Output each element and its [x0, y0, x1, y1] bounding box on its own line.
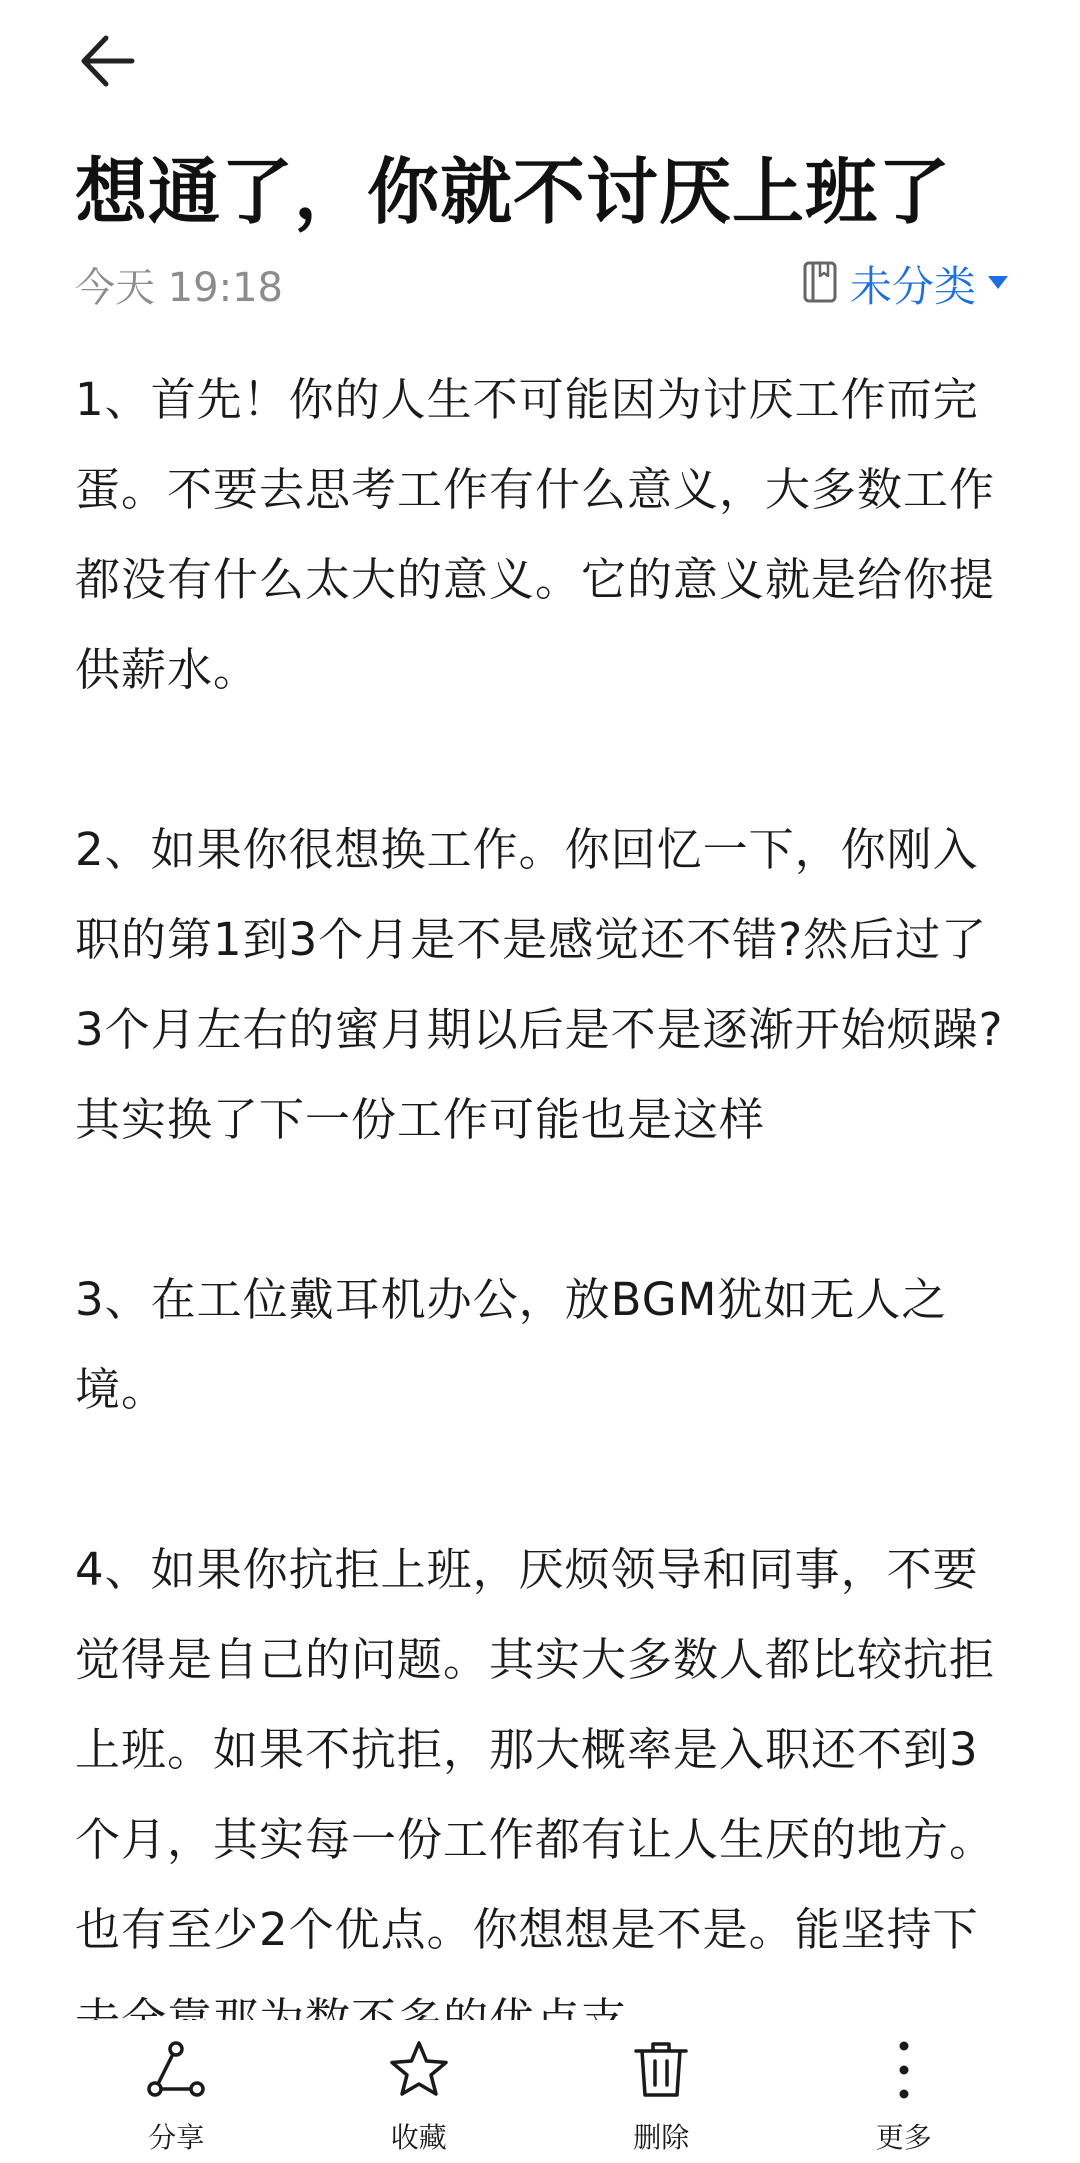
- more-button[interactable]: [819, 2020, 989, 2156]
- note-paragraph: 2、如果你很想换工作。你回忆一下，你刚入职的第1到3个月是不是感觉还不错?然后过了3个月左右的蜜月期以后是不是逐渐开始烦躁?其实换了下一份工作可能也是这样: [75, 823, 1004, 1146]
- back-button[interactable]: [64, 18, 154, 108]
- more-vertical-icon: [866, 2032, 942, 2108]
- caret-down-icon: [986, 272, 1010, 296]
- star-icon: [381, 2032, 457, 2108]
- note-paragraph: 4、如果你抗拒上班，厌烦领导和同事，不要觉得是自己的问题。其实大多数人都比较抗拒上班。如果不抗拒，那大概率是入职还不到3个月，其实每一份工作都有让人生厌的地方。也有至少2个优点。你想想是不是。能坚持下: [75, 1543, 996, 1956]
- more-label: 更多: [875, 2121, 932, 2154]
- arrow-left-icon: [74, 26, 144, 100]
- note-meta: [75, 252, 1010, 316]
- delete-button[interactable]: [576, 2020, 746, 2156]
- notebook-icon: [802, 260, 840, 308]
- favorite-button[interactable]: [334, 2020, 504, 2156]
- trash-icon: [623, 2032, 699, 2108]
- favorite-label: 收藏: [390, 2121, 447, 2154]
- note-body[interactable]: [75, 355, 1010, 2015]
- share-label: 分享: [148, 2121, 205, 2154]
- delete-label: 删除: [633, 2121, 690, 2154]
- category-label: 未分类: [849, 262, 976, 311]
- note-paragraph: 1、首先！你的人生不可能因为讨厌工作而完蛋。不要去思考工作有什么意义，大多数工作都没有什么太大的意义。它的意义就是给你提供薪水。: [75, 373, 996, 696]
- note-timestamp: 今天 19:18: [75, 264, 283, 311]
- share-button[interactable]: [91, 2020, 261, 2156]
- note-paragraph: 3、在工位戴耳机办公，放BGM犹如无人之境。: [75, 1273, 948, 1416]
- category-selector[interactable]: [802, 254, 1010, 314]
- share-icon: [138, 2032, 214, 2108]
- bottom-toolbar: [0, 2020, 1080, 2163]
- note-title: 想通了，你就不讨厌上班了: [75, 150, 952, 234]
